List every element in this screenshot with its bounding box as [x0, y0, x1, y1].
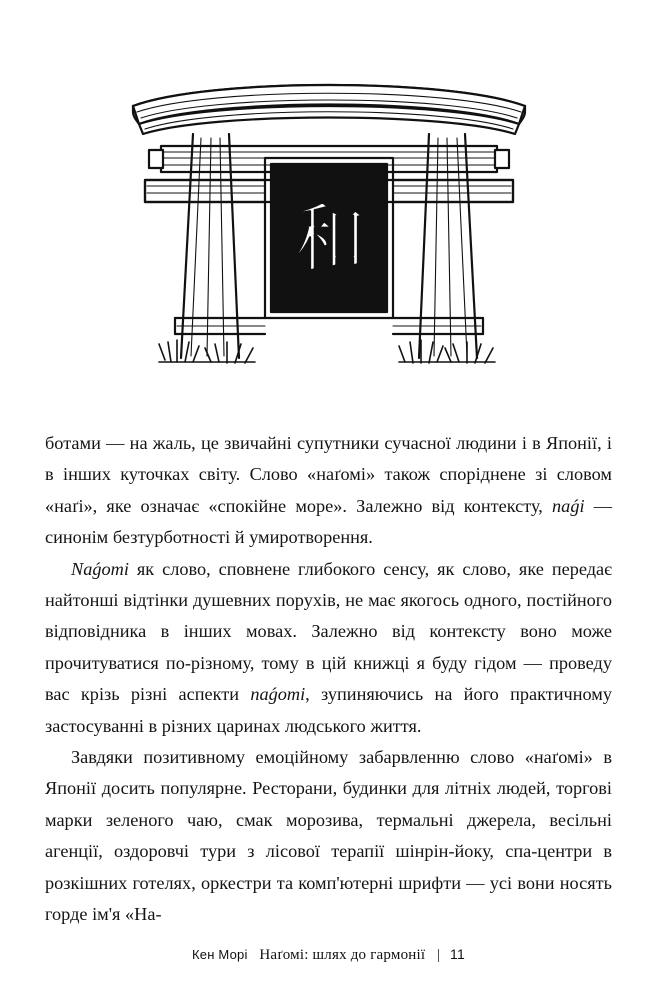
- italic-term: naǵi: [552, 495, 585, 516]
- text-run: як слово, сповнене глибокого сенсу, як слово, яке передає найтонші відтінки душевних порухів, не має якогось одного, постійного відповідника в інших мовах. Залежно від контексту воно може прочитуватися по-різному, тому в цій книжці я буду гідом — проведу вас крізь різні аспекти: [45, 558, 612, 705]
- footer-title: Наґомі: шлях до гармонії: [259, 947, 426, 963]
- text-run: — синонім безтурботності й умиротворення.: [45, 495, 612, 548]
- page-footer: [0, 946, 657, 964]
- text-run: Завдяки позитивному емоційному забарвленню слово «наґомі» в Японії досить популярне. Ресторани, будинки для літніх людей, торгові марки зеленого чаю, смак морозива, термальні джерела, весільні агенції, оздоровчі тури з лісової терапії шінрін-йоку, спа-центри в розкішних готелях, оркестри та комп'ютерні шрифти — усі вони носять горде ім'я «На-: [45, 747, 612, 925]
- kanji-wa-glyph: 和: [291, 196, 366, 282]
- body-paragraph: [45, 742, 612, 930]
- body-text: [45, 428, 612, 931]
- body-paragraph: [45, 428, 612, 554]
- italic-term: naǵomi: [250, 684, 306, 705]
- footer-page-number: 11: [450, 946, 465, 962]
- footer-separator: |: [437, 947, 441, 963]
- torii-gate-illustration: [0, 62, 657, 402]
- text-run: ботами — на жаль, це звичайні супутники сучасної людини і в Японії, і в інших куточках світу. Слово «наґомі» також споріднене зі словом «наґі», яке означає «спокійне море». Залежно від контексту,: [45, 433, 612, 516]
- torii-gate-drawing: [119, 72, 539, 392]
- italic-term: Naǵomi: [71, 558, 129, 579]
- body-paragraph: [45, 554, 612, 742]
- text-run: , зупиняючись на його практичному застосуванні в різних царинах людського життя.: [45, 684, 612, 736]
- footer-author: Кен Морі: [192, 947, 248, 962]
